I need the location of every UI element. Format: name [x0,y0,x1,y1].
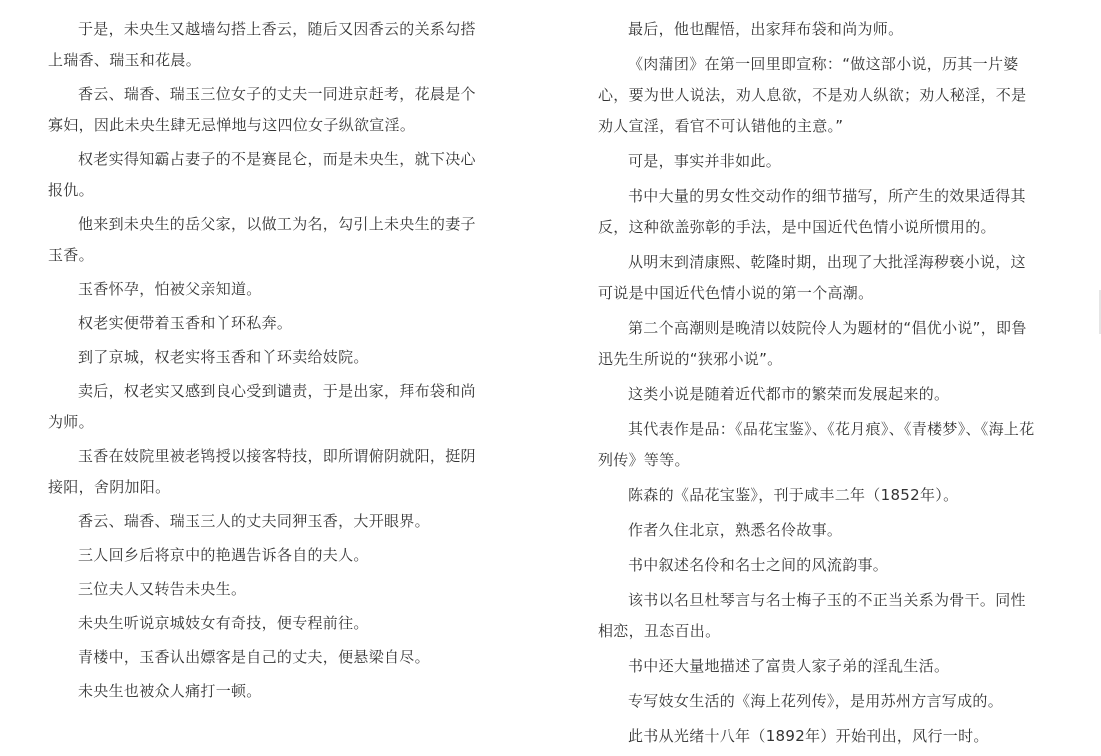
paragraph: 三位夫人又转告未央生。 [78,580,247,598]
right-text-column [598,0,1038,756]
paragraph: 《肉蒲团》在第一回里即宣称：“做这部小说，历其一片婆心，要为世人说法，劝人息欲，不是劝人纵欲；劝人秘淫，不是劝人宣淫，看官不可认错他的主意。” [598,55,1027,135]
paragraph: 此书从光绪十八年（1892年）开始刊出，风行一时。 [628,727,989,745]
paragraph: 专写妓女生活的《海上花列传》，是用苏州方言写成的。 [628,692,1004,710]
left-text-column [48,0,488,710]
paragraph: 陈森的《品花宝鉴》，刊于咸丰二年（1852年）。 [628,486,959,504]
paragraph: 未央生也被众人痛打一顿。 [78,682,262,700]
paragraph: 权老实便带着玉香和丫环私奔。 [78,314,293,332]
paragraph: 作者久住北京，熟悉名伶故事。 [628,521,843,539]
paragraph: 玉香在妓院里被老鸨授以接客特技，即所谓俯阴就阳，挺阴接阳，舍阴加阳。 [48,447,476,496]
paragraph: 玉香怀孕，怕被父亲知道。 [78,280,262,298]
paragraph: 最后，他也醒悟，出家拜布袋和尚为师。 [628,20,904,38]
paragraph: 他来到未央生的岳父家，以做工为名，勾引上未央生的妻子玉香。 [48,215,476,264]
paragraph: 可是，事实并非如此。 [628,152,782,170]
paragraph: 香云、瑞香、瑞玉三人的丈夫同狎玉香，大开眼界。 [78,512,430,530]
paragraph: 书中叙述名伶和名士之间的风流韵事。 [628,556,889,574]
paragraph: 从明末到清康熙、乾隆时期，出现了大批淫海秽亵小说，这可说是中国近代色情小说的第一个高潮。 [598,253,1026,302]
paragraph: 书中大量的男女性交动作的细节描写，所产生的效果适得其反，这种欲盖弥彰的手法，是中国近代色情小说所惯用的。 [598,187,1026,236]
paragraph: 青楼中，玉香认出嫖客是自己的丈夫，便悬梁自尽。 [78,648,430,666]
paragraph: 书中还大量地描述了富贵人家子弟的淫乱生活。 [628,657,950,675]
paragraph: 卖后，权老实又感到良心受到谴责，于是出家，拜布袋和尚为师。 [48,382,476,431]
paragraph: 三人回乡后将京中的艳遇告诉各自的夫人。 [78,546,369,564]
paragraph: 未央生听说京城妓女有奇技，便专程前往。 [78,614,369,632]
paragraph: 这类小说是随着近代都市的繁荣而发展起来的。 [628,385,950,403]
paragraph: 权老实得知霸占妻子的不是赛昆仑，而是未央生，就下决心报仇。 [48,150,476,199]
paragraph: 香云、瑞香、瑞玉三位女子的丈夫一同进京赶考，花晨是个寡妇，因此未央生肆无忌惮地与这四位女子纵欲宣淫。 [48,85,476,134]
paragraph: 第二个高潮则是晚清以妓院伶人为题材的“倡优小说”，即鲁迅先生所说的“狭邪小说”。 [598,319,1027,368]
paragraph: 到了京城，权老实将玉香和丫环卖给妓院。 [78,348,369,366]
paragraph: 该书以名旦杜琴言与名士梅子玉的不正当关系为骨干。同性相恋，丑态百出。 [598,591,1026,640]
paragraph: 其代表作是品：《品花宝鉴》、《花月痕》、《青楼梦》、《海上花列传》等等。 [598,420,1035,469]
paragraph: 于是，未央生又越墙勾搭上香云，随后又因香云的关系勾搭上瑞香、瑞玉和花晨。 [48,20,476,69]
